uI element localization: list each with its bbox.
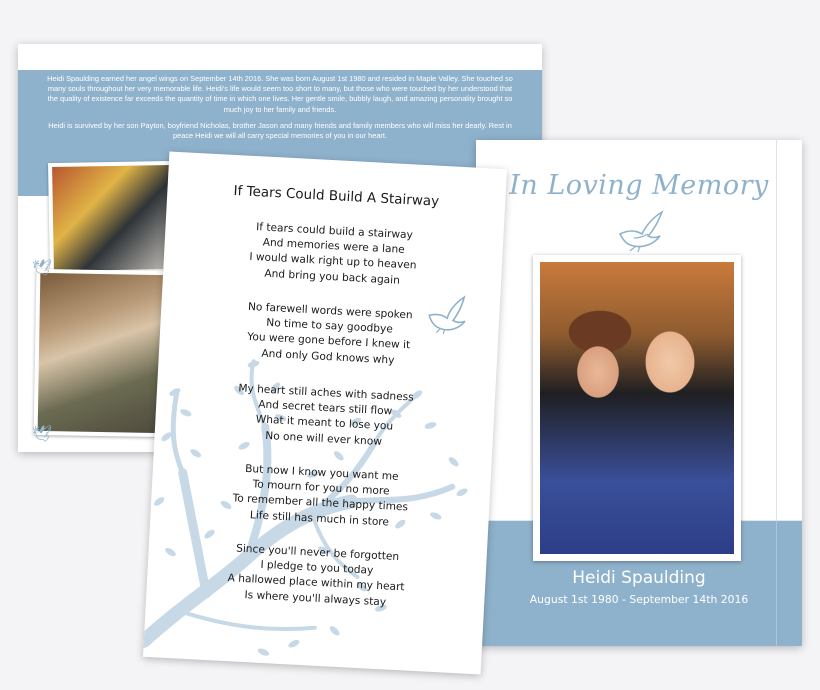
- front-card: [476, 140, 802, 646]
- poem-title: If Tears Could Build A Stairway: [233, 182, 440, 210]
- dove-icon: [616, 208, 664, 252]
- poem-line: Since you'll never be forgotten: [235, 542, 400, 564]
- poem-line: No time to say goodbye: [265, 317, 394, 336]
- poem-line: No one will ever know: [265, 429, 383, 448]
- poem-line: No farewell words were spoken: [247, 300, 413, 322]
- poem-line: I would walk right up to heaven: [249, 251, 417, 272]
- dove-icon: 🕊: [32, 424, 53, 443]
- poem-line: To remember all the happy times: [232, 492, 409, 514]
- poem-line: And bring you back again: [264, 267, 401, 287]
- memorial-heading: In Loving Memory: [509, 170, 769, 201]
- portrait-photo: [34, 269, 169, 437]
- poem-line: What it meant to lose you: [255, 413, 394, 433]
- deceased-name: Heidi Spaulding: [572, 568, 706, 588]
- poem-line: My heart still aches with sadness: [238, 382, 415, 404]
- poem-line: I pledge to you today: [260, 559, 374, 577]
- poem-line: And memories were a lane: [262, 236, 406, 257]
- poem-line: And only God knows why: [261, 347, 395, 367]
- birthday-photo: [48, 161, 176, 275]
- poem-card: [143, 152, 507, 675]
- poem-line: Is where you'll always stay: [244, 588, 387, 609]
- poem-line: If tears could build a stairway: [255, 221, 414, 242]
- obituary-paragraph-2: Heidi is survived by her son Payton, boyfriend Nicholas, brother Jason and many friends and family members who will miss her dearly. Rest in peace Heidi we will all carry special memories of you in our heart.: [48, 120, 512, 141]
- mother-and-child-photo: [533, 255, 741, 561]
- dove-icon: 🕊: [32, 258, 53, 277]
- poem-line: Life still has much in store: [249, 508, 390, 529]
- poem-line: You were gone before I knew it: [246, 331, 411, 352]
- poem-line: To mourn for you no more: [252, 478, 390, 498]
- poem-stanza-1: [163, 215, 504, 293]
- obituary-paragraph-1: Heidi Spaulding earned her angel wings on September 14th 2016. She was born August 1st 1980 and resided in Maple Valley. She touched so many souls throughout her very memorable life. Heidi's life would seem too short to many, but those who were touched by her understood that the quality of existence far exceeds the quantity of time in which one lives. Her gentle smile, bubbly laugh, and amazing personality brought so much joy to her family and friends.: [47, 74, 513, 114]
- life-dates: August 1st 1980 - September 14th 2016: [529, 593, 749, 606]
- poem-line: And secret tears still flow: [257, 398, 393, 418]
- poem-line: A hallowed place within my heart: [227, 572, 405, 594]
- poem-line: But now I know you want me: [244, 462, 399, 483]
